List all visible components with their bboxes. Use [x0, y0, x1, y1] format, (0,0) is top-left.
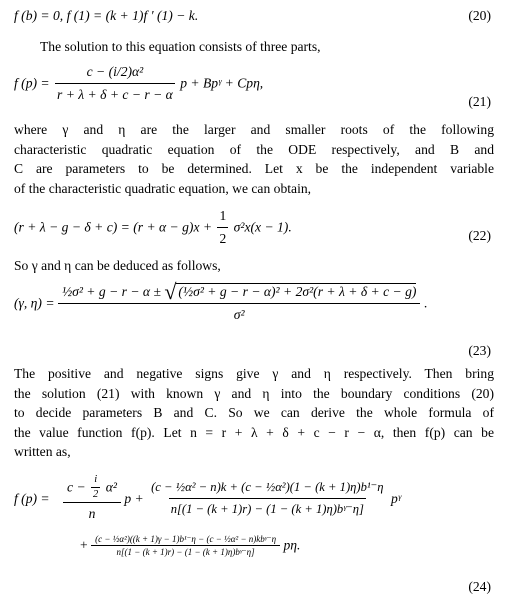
paragraph-2 — [14, 120, 494, 198]
paragraph-2-line: characteristic quadratic equation of the ODE respectively, and B and — [14, 141, 494, 157]
equation-24-term2-den: n[(1 − (k + 1)r) − (1 − (k + 1)η)bᵞ⁻η] — [169, 498, 366, 520]
equation-24-term1 — [65, 474, 119, 524]
paragraph-4-line: the solution (21) with known γ and η into the boundary conditions (20) — [14, 385, 494, 401]
equation-23-numerator — [60, 279, 419, 304]
paragraph-4-line: to decide parameters B and C. So we can derive the whole formula of — [14, 405, 494, 421]
equation-23-denominator: σ² — [58, 303, 421, 325]
equation-23-lhs: (γ, η) = — [14, 295, 55, 311]
equation-21-fraction — [55, 62, 175, 104]
equation-23-fraction — [60, 279, 419, 324]
equation-22-rest: σ²x(x − 1). — [233, 219, 292, 235]
paragraph-2-line: of the characteristic quadratic equation, we can obtain, — [14, 180, 312, 196]
equation-23 — [14, 279, 428, 324]
paragraph-4 — [14, 364, 494, 462]
equation-21 — [14, 62, 263, 104]
paragraph-4-line: The positive and negative signs give γ and η respectively. Then bring — [14, 366, 494, 381]
paragraph-2-line: C are parameters to be determined. Let x be the independent variable — [14, 161, 494, 177]
equation-24-term1-num-tail: α² — [105, 479, 117, 495]
equation-24-term1-inner-den: 2 — [93, 489, 99, 500]
sqrt-icon: √ — [164, 279, 177, 304]
equation-24-term3 — [93, 534, 278, 557]
equation-24-term3-after: pη. — [283, 537, 301, 553]
equation-22-lhs: (r + λ − g − δ + c) = (r + α − g)x + — [14, 219, 213, 235]
paragraph-3-line: So γ and η can be deduced as follows, — [14, 258, 221, 273]
equation-22-frac-num: 1 — [219, 208, 227, 223]
equation-22-frac-den: 2 — [217, 227, 228, 249]
equation-24-plus: + — [80, 537, 88, 553]
equation-24-lhs: f (p) = — [14, 491, 50, 506]
paragraph-4-line: the value function f(p). Let n = r + λ + δ + c − r − α, then f(p) can be — [14, 424, 494, 440]
equation-21-lhs: f (p) = — [14, 75, 50, 91]
equation-22-number: (22) — [468, 228, 491, 243]
equation-23-tail: . — [423, 295, 428, 311]
equation-24-term1-den: n — [63, 502, 121, 524]
equation-21-rest: p + Bpᵞ + Cpη, — [180, 75, 264, 91]
equation-22 — [14, 206, 292, 248]
equation-24-term2-num: (c − ½α² − n)k + (c − ½α²)(1 − (k + 1)η)b¹⁻η — [151, 479, 384, 494]
equation-24-term3-den: n[(1 − (k + 1)r) − (1 − (k + 1)η)bᵞ⁻η] — [91, 545, 280, 557]
paragraph-2-line: where γ and η are the larger and smaller roots of the following — [14, 122, 494, 137]
equation-21-numerator: c − (i/2)α² — [86, 64, 144, 79]
equation-21-denominator: r + λ + δ + c − r − α — [55, 83, 175, 105]
equation-24-term1-inner-fraction — [91, 474, 100, 501]
equation-21-number: (21) — [468, 94, 491, 109]
paragraph-4-line: written as, — [14, 444, 71, 460]
paragraph-1 — [40, 37, 494, 57]
equation-24-term1-after: p + — [124, 491, 144, 506]
equation-24-term2 — [149, 478, 385, 520]
equation-24 — [14, 474, 401, 524]
equation-24-line2 — [80, 534, 300, 557]
equation-24-term1-num-a: c − — [67, 479, 90, 495]
equation-23-number: (23) — [468, 343, 491, 358]
equation-24-term2-after: pᵞ — [390, 491, 401, 506]
equation-24-term1-inner-num: i — [94, 474, 98, 485]
paragraph-3 — [14, 256, 494, 276]
equation-22-fraction — [217, 206, 228, 248]
equation-24-number: (24) — [468, 579, 491, 594]
equation-23-sqrt: (½σ² + g − r − α)² + 2σ²(r + λ + δ + c − g) — [178, 284, 417, 299]
equation-20 — [14, 6, 198, 26]
equation-20-text: f (b) = 0, f (1) = (k + 1)f ′ (1) − k. — [14, 8, 199, 23]
paragraph-1-line: The solution to this equation consists of three parts, — [40, 39, 321, 54]
equation-23-num-a: ½σ² + g − r − α ± — [61, 284, 161, 299]
equation-20-number: (20) — [468, 8, 491, 23]
equation-24-term3-num: (c − ½α²)((k + 1)γ − 1)b¹⁻η − (c − ½α² − n)kbᵞ⁻η — [95, 534, 277, 544]
equation-24-term1-num — [65, 474, 119, 502]
